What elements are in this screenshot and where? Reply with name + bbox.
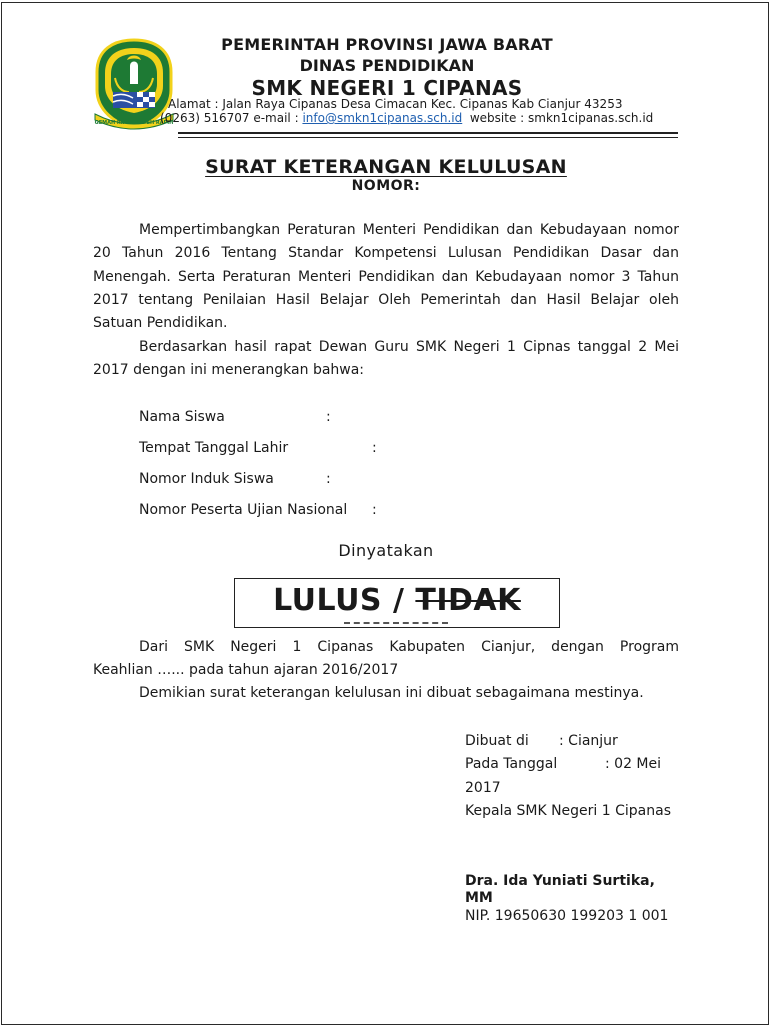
issued-at-label: Dibuat di bbox=[465, 733, 529, 749]
signer-position: Kepala SMK Negeri 1 Cipanas bbox=[465, 803, 671, 819]
declared-label: Dinyatakan bbox=[338, 541, 434, 560]
website-text: website : smkn1cipanas.sch.id bbox=[462, 111, 654, 125]
result-box bbox=[234, 578, 560, 628]
date-value: : 02 Mei bbox=[605, 756, 662, 772]
department-heading: DINAS PENDIDIKAN bbox=[299, 56, 475, 75]
paragraph-line: Menengah. Serta Peraturan Menteri Pendidikan dan Kebudayaan nomor 3 Tahun bbox=[93, 269, 679, 285]
closing-statement: Demikian surat keterangan kelulusan ini dibuat sebagaimana mestinya. bbox=[139, 685, 644, 701]
result-pass: LULUS / bbox=[273, 583, 416, 618]
field-label-student-id: Nomor Induk Siswa bbox=[139, 471, 274, 487]
field-colon: : bbox=[372, 502, 377, 518]
field-colon: : bbox=[372, 440, 377, 456]
date-label: Pada Tanggal bbox=[465, 756, 558, 772]
field-label-student-name: Nama Siswa bbox=[139, 409, 225, 425]
date-year: 2017 bbox=[465, 780, 501, 796]
signer-name: Dra. Ida Yuniati Surtika, bbox=[465, 873, 655, 889]
field-label-exam-number: Nomor Peserta Ujian Nasional bbox=[139, 502, 348, 518]
document-number-label: NOMOR: bbox=[351, 178, 421, 194]
paragraph-line: Keahlian …... pada tahun ajaran 2016/2017 bbox=[93, 662, 399, 678]
field-label-birth-place-date: Tempat Tanggal Lahir bbox=[139, 440, 289, 456]
svg-text:GEMAH RIPAH REPEH RAPIH: GEMAH RIPAH REPEH RAPIH bbox=[94, 120, 174, 126]
field-colon: : bbox=[326, 471, 331, 487]
paragraph-line: 2017 dengan ini menerangkan bahwa: bbox=[93, 362, 365, 378]
school-address: Alamat : Jalan Raya Cipanas Desa Cimacan Kec. Cipanas Kab Cianjur 43253 bbox=[168, 97, 623, 111]
phone-text: (0263) 516707 e-mail : bbox=[160, 111, 303, 125]
issued-at-value: : Cianjur bbox=[559, 733, 618, 749]
paragraph-line: 20 Tahun 2016 Tentang Standar Kompetensi Lulusan Pendidikan Dasar dan bbox=[93, 245, 679, 261]
email-link[interactable]: info@smkn1cipanas.sch.id bbox=[302, 111, 463, 125]
signer-nip: NIP. 19650630 199203 1 001 bbox=[465, 908, 669, 924]
paragraph-line: 2017 tentang Penilaian Hasil Belajar Oleh Pemerintah dan Hasil Belajar oleh bbox=[93, 292, 679, 308]
result-fail-struck: TIDAK bbox=[415, 583, 521, 618]
result-text bbox=[235, 583, 559, 618]
paragraph-line: Berdasarkan hasil rapat Dewan Guru SMK Negeri 1 Cipnas tanggal 2 Mei bbox=[139, 339, 679, 355]
signer-degree: MM bbox=[465, 890, 493, 906]
school-name-heading: SMK NEGERI 1 CIPANAS bbox=[251, 76, 523, 100]
dashed-mark bbox=[344, 622, 448, 624]
contact-line bbox=[160, 111, 653, 125]
document-title: SURAT KETERANGAN KELULUSAN bbox=[205, 156, 567, 178]
government-heading: PEMERINTAH PROVINSI JAWA BARAT bbox=[221, 35, 553, 54]
paragraph-line: Satuan Pendidikan. bbox=[93, 315, 228, 331]
paragraph-line: Dari SMK Negeri 1 Cipanas Kabupaten Cianjur, dengan Program bbox=[139, 639, 679, 655]
letterhead-rule-thick bbox=[178, 132, 678, 134]
paragraph-line: Mempertimbangkan Peraturan Menteri Pendidikan dan Kebudayaan nomor bbox=[139, 222, 679, 238]
field-colon: : bbox=[326, 409, 331, 425]
letterhead-rule-thin bbox=[178, 137, 678, 138]
